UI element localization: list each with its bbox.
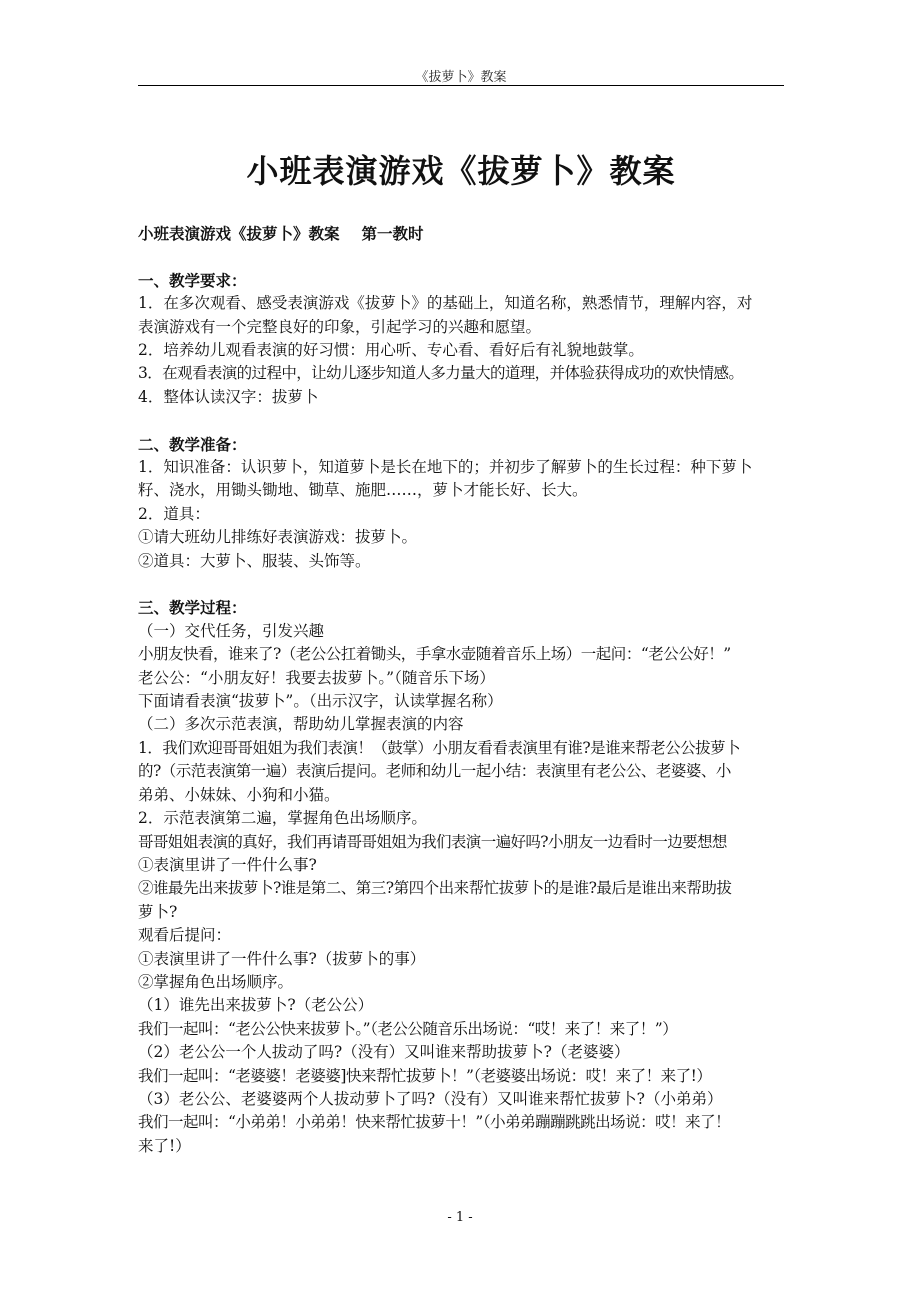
paragraph-line: 1．知识准备：认识萝卜，知道萝卜是长在地下的；并初步了解萝卜的生长过程：种下萝卜	[138, 458, 753, 477]
paragraph-line: （一）交代任务，引发兴趣	[138, 621, 325, 640]
paragraph-line: 2．示范表演第二遍，掌握角色出场顺序。	[138, 809, 427, 828]
subtitle	[138, 222, 784, 245]
paragraph-line: 萝卜?	[138, 902, 178, 921]
paragraph-line: 我们一起叫：“小弟弟！小弟弟！快来帮忙拔萝十！”（小弟弟蹦蹦跳跳出场说：哎！来了！	[138, 1113, 731, 1132]
paragraph-line: 表演游戏有一个完整良好的印象，引起学习的兴趣和愿望。	[138, 317, 542, 336]
header-rule	[138, 85, 784, 86]
document-title: 小班表演游戏《拔萝卜》教案	[246, 152, 676, 190]
subtitle-session: 第一教时	[361, 224, 424, 243]
paragraph-line: 3．在观看表演的过程中，让幼儿逐步知道人多力量大的道理，并体验获得成功的欢快情感。	[138, 364, 744, 383]
page-number: - 1 -	[447, 1210, 473, 1225]
paragraph-line: （二）多次示范表演，帮助幼儿掌握表演的内容	[138, 715, 464, 734]
paragraph-line: 弟弟、小妹妹、小狗和小猫。	[138, 785, 340, 804]
paragraph-line: 我们一起叫：“老公公快来拔萝卜。”（老公公随音乐出场说：“哎！来了！来了！”）	[138, 1019, 678, 1038]
paragraph-line: ①请大班幼儿排练好表演游戏：拔萝卜。	[138, 528, 418, 547]
paragraph-line: 4．整体认读汉字：拔萝卜	[138, 387, 319, 406]
paragraph-line: （3）老公公、老婆婆两个人拔动萝卜了吗?（没有）又叫谁来帮忙拔萝卜?（小弟弟）	[138, 1089, 723, 1108]
paragraph-line: ②道具：大萝卜、服装、头饰等。	[138, 551, 371, 570]
paragraph-line: ②谁最先出来拔萝卜?谁是第二、第三?第四个出来帮忙拔萝卜的是谁?最后是谁出来帮助拔	[138, 879, 732, 898]
section-heading: 一、教学要求：	[138, 270, 247, 290]
paragraph-line: 籽、浇水，用锄头锄地、锄草、施肥……，萝卜才能长好、长大。	[138, 481, 588, 500]
running-header: 《拔萝卜》教案	[415, 70, 507, 85]
paragraph-line: （1）谁先出来拔萝卜?（老公公）	[138, 996, 374, 1015]
paragraph-line: ①表演里讲了一件什么事?	[138, 855, 317, 874]
paragraph-line: 1．我们欢迎哥哥姐姐为我们表演！（鼓掌）小朋友看看表演里有谁?是谁来帮老公公拔萝卜	[138, 738, 741, 757]
document-body	[138, 222, 784, 1158]
paragraph-line: 下面请看表演“拔萝卜”。（出示汉字，认读掌握名称）	[138, 692, 503, 711]
subtitle-main: 小班表演游戏《拔萝卜》教案	[138, 224, 340, 243]
paragraph-line: 我们一起叫：“老婆婆！老婆婆]快来帮忙拔萝卜！”（老婆婆出场说：哎！来了！来了!）	[138, 1066, 712, 1085]
paragraph-line: 来了!）	[138, 1136, 191, 1155]
paragraph-line: ②掌握角色出场顺序。	[138, 972, 294, 991]
paragraph-line: ①表演里讲了一件什么事?（拔萝卜的事）	[138, 949, 426, 968]
paragraph-line: 1．在多次观看、感受表演游戏《拔萝卜》的基础上，知道名称，熟悉情节，理解内容，对	[138, 294, 753, 313]
paragraph-line: 2．培养幼儿观看表演的好习惯：用心听、专心看、看好后有礼貌地鼓掌。	[138, 341, 644, 360]
paragraph-line: 观看后提问：	[138, 926, 232, 945]
paragraph-line: 2．道具：	[138, 504, 210, 523]
paragraph-line: 小朋友快看，谁来了?（老公公扛着锄头，手拿水壶随着音乐上场）一起问：“老公公好！”	[138, 645, 731, 664]
paragraph-line: （2）老公公一个人拔动了吗?（没有）又叫谁来帮助拔萝卜?（老婆婆）	[138, 1043, 630, 1062]
paragraph-line: 哥哥姐姐表演的真好，我们再请哥哥姐姐为我们表演一遍好吗?小朋友一边看时一边要想想	[138, 832, 727, 851]
section-heading: 三、教学过程：	[138, 598, 247, 618]
section-heading: 二、教学准备：	[138, 434, 247, 454]
paragraph-line: 的?（示范表演第一遍）表演后提问。老师和幼儿一起小结：表演里有老公公、老婆婆、小	[138, 762, 731, 781]
paragraph-line: 老公公：“小朋友好！我要去拔萝卜。”（随音乐下场）	[138, 668, 495, 687]
